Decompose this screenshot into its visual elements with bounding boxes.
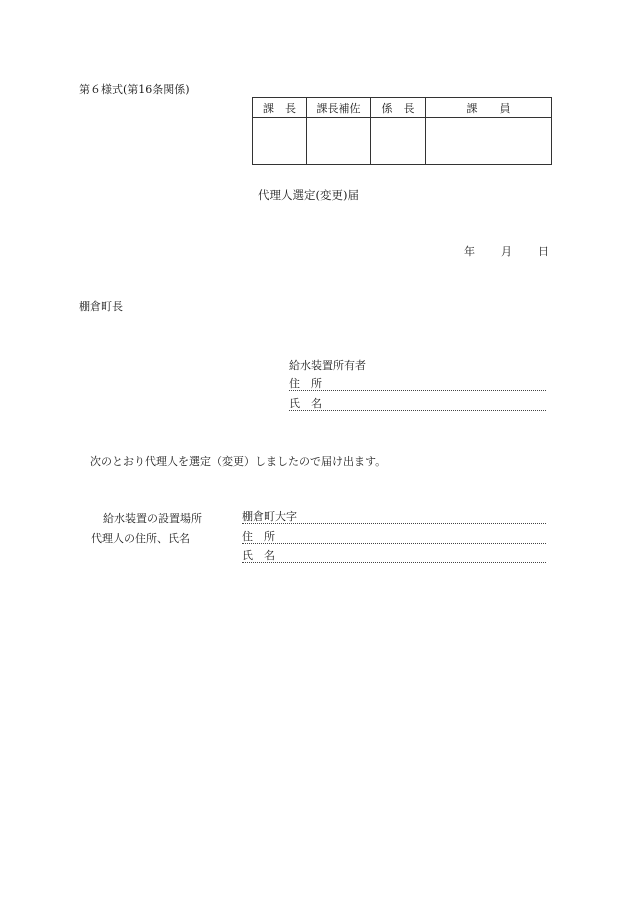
body-text: 次のとおり代理人を選定（変更）しましたので届け出ます。 <box>90 455 387 468</box>
approval-header-staff: 課 員 <box>426 98 552 118</box>
agent-name-line <box>242 562 546 563</box>
document-title: 代理人選定(変更)届 <box>258 188 359 202</box>
agent-label: 代理人の住所、氏名 <box>91 532 190 545</box>
form-number: 第６様式(第16条関係) <box>79 83 190 96</box>
approval-header-deputy-chief: 課長補佐 <box>307 98 371 118</box>
owner-address-line <box>289 390 546 391</box>
approval-stamp-table <box>252 97 552 165</box>
approval-header-row <box>253 98 552 118</box>
agent-name-label: 氏 名 <box>242 549 275 562</box>
owner-title: 給水装置所有者 <box>289 359 366 372</box>
site-field[interactable] <box>242 508 546 524</box>
stamp-cell-subsection-chief[interactable] <box>371 118 426 165</box>
agent-address-field[interactable] <box>242 528 546 544</box>
owner-name-field[interactable] <box>289 395 546 411</box>
site-label: 給水装置の設置場所 <box>103 512 202 525</box>
site-value: 棚倉町大字 <box>242 510 297 523</box>
owner-name-line <box>289 410 546 411</box>
approval-header-section-chief: 課 長 <box>253 98 307 118</box>
approval-stamp-row <box>253 118 552 165</box>
agent-address-label: 住 所 <box>242 530 275 543</box>
stamp-cell-section-chief[interactable] <box>253 118 307 165</box>
date-line <box>464 243 549 259</box>
agent-name-field[interactable] <box>242 547 546 563</box>
date-year-label: 年 <box>464 245 475 258</box>
owner-address-label: 住 所 <box>289 377 322 390</box>
date-month-label: 月 <box>501 245 512 258</box>
agent-address-line <box>242 543 546 544</box>
approval-header-subsection-chief: 係 長 <box>371 98 426 118</box>
owner-name-label: 氏 名 <box>289 397 322 410</box>
date-day-label: 日 <box>538 245 549 258</box>
recipient: 棚倉町長 <box>79 300 123 313</box>
owner-address-field[interactable] <box>289 375 546 391</box>
site-line <box>242 523 546 524</box>
stamp-cell-deputy-chief[interactable] <box>307 118 371 165</box>
stamp-cell-staff[interactable] <box>426 118 552 165</box>
